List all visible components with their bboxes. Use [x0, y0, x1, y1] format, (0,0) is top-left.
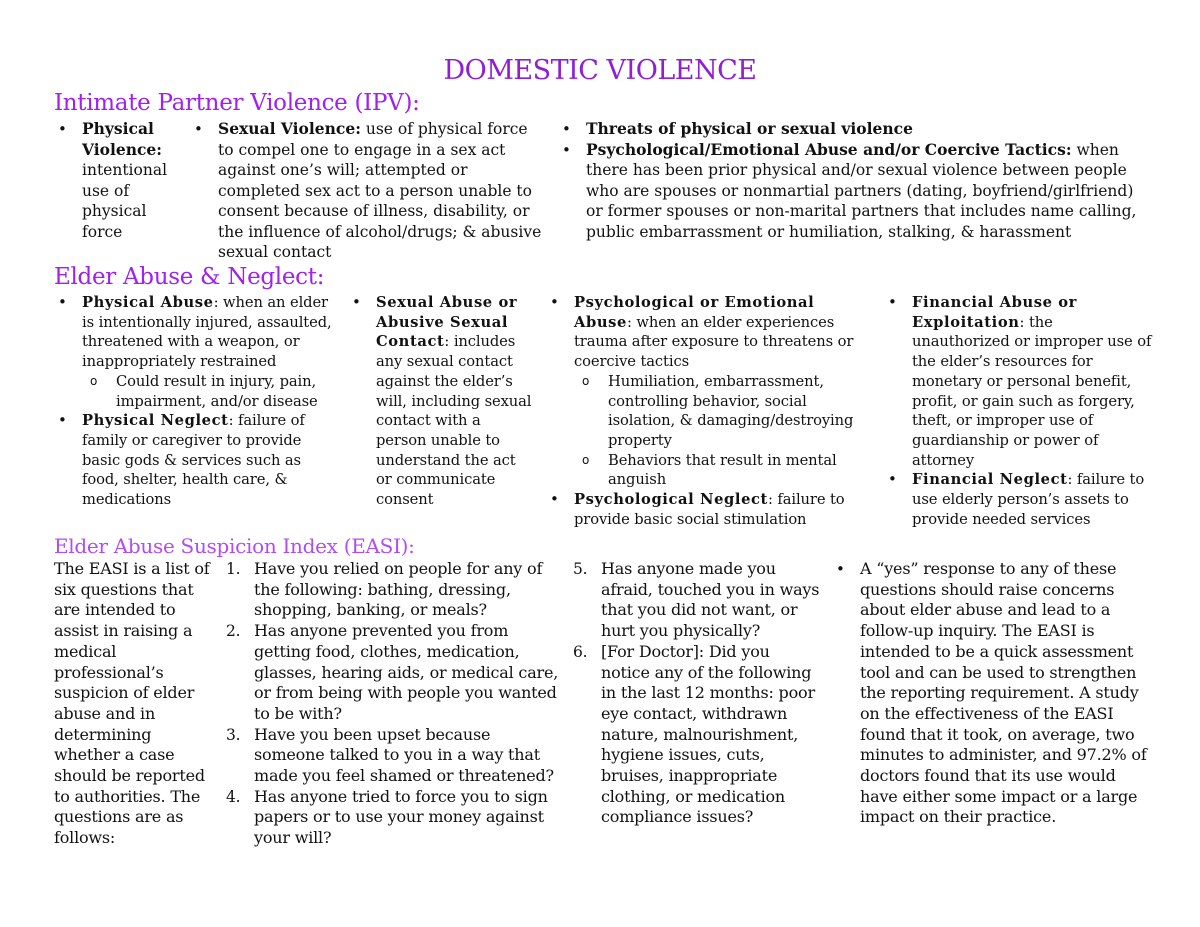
- ipv-psych-text: when there has been prior physical and/or sexual violence between people who are spouses or nonmartial partners (dating, boyfriend/girlfriend) or former spouses or non-marital partners that includes name calling, public embarrassment or humiliation, stalking, & harassment: [586, 140, 1137, 241]
- elder-psych-subitem-2: o Behaviors that result in mental anguish: [546, 451, 876, 490]
- elder-psych-neglect-text: : failure to provide basic social stimulation: [574, 491, 845, 528]
- ipv-psych-item: [558, 140, 1138, 243]
- easi-heading: Elder Abuse Suspicion Index (EASI):: [54, 534, 415, 558]
- elder-physical-abuse-item: [54, 293, 339, 372]
- ipv-sexual-label: Sexual Violence:: [218, 119, 361, 138]
- elder-col-sexual: [348, 293, 533, 510]
- elder-sexual-item: [348, 293, 533, 510]
- elder-physical-neglect-text: : failure of family or caregiver to provide basic gods & services such as food, shelter, health care, & medications: [82, 412, 305, 509]
- elder-physical-neglect-label: Physical Neglect: [82, 412, 229, 430]
- easi-question-2-text: Has anyone prevented you from getting food, clothes, medication, glasses, hearing aids, or medical care, or from being with people you wanted to be with?: [254, 621, 559, 723]
- elder-financial-neglect-label: Financial Neglect: [912, 471, 1068, 489]
- elder-psych-label: Psychological or Emotional Abuse: [574, 294, 815, 331]
- elder-psych-item: [546, 293, 876, 372]
- elder-col-psych: [546, 293, 876, 529]
- elder-financial-text: : the unauthorized or improper use of the elder’s resources for monetary or personal benefit, profit, or gain such as forgery, theft, or improper use of guardianship or power of attorney: [912, 313, 1152, 469]
- elder-heading: Elder Abuse & Neglect:: [54, 264, 325, 290]
- ipv-col-threats: [558, 119, 1138, 242]
- easi-questions-left: [226, 559, 564, 849]
- elder-financial-item: [884, 293, 1154, 470]
- easi-question-3: [226, 725, 564, 787]
- elder-financial-label: Financial Abuse or Exploitation: [912, 294, 1078, 331]
- ipv-threats-label: Threats of physical or sexual violence: [586, 119, 913, 138]
- elder-psych-subitem-1: o Humiliation, embarrassment, controlling behavior, social isolation, & damaging/destroying property: [546, 372, 876, 451]
- easi-question-2: [226, 621, 564, 725]
- elder-col-financial: [884, 293, 1154, 529]
- ipv-col-sexual: [190, 119, 546, 263]
- ipv-physical-text: intentional use of physical force: [82, 161, 168, 241]
- easi-question-5: [573, 559, 821, 642]
- easi-question-4-text: Has anyone tried to force you to sign papers or to use your money against your will?: [254, 786, 548, 848]
- ipv-physical-item: [54, 119, 174, 242]
- ipv-col-physical: [54, 119, 174, 242]
- ipv-psych-label: Psychological/Emotional Abuse and/or Coercive Tactics:: [586, 139, 1072, 159]
- ipv-threats-item: [558, 119, 1138, 140]
- elder-physical-abuse-subitem: o Could result in injury, pain, impairment, and/or disease: [54, 372, 339, 411]
- elder-col-physical: [54, 293, 339, 510]
- page-title: DOMESTIC VIOLENCE: [443, 55, 757, 86]
- ipv-sexual-item: [190, 119, 546, 263]
- easi-note: • A “yes” response to any of these questions should raise concerns about elder abuse and lead to a follow-up inquiry. The EASI is intended to be a quick assessment tool and can be used to strengthen the reporting requirement. A study on the effectiveness of the EASI found that it took, on average, two minutes to administer, and 97.2% of doctors found that its use would have either some impact or a large impact on their practice.: [832, 559, 1148, 828]
- easi-question-1-text: Have you relied on people for any of the following: bathing, dressing, shopping, banking, or meals?: [254, 559, 543, 620]
- ipv-heading: Intimate Partner Violence (IPV):: [54, 90, 420, 116]
- elder-financial-neglect-text: : failure to use elderly person’s assets to provide needed services: [912, 471, 1145, 528]
- elder-psych-text: : when an elder experiences trauma after exposure to threatens or coercive tactics: [574, 313, 854, 371]
- easi-question-3-text: Have you been upset because someone talked to you in a way that made you feel shamed or threatened?: [254, 724, 554, 786]
- easi-question-6-text: [For Doctor]: Did you notice any of the following in the last 12 months: poor eye contact, withdrawn nature, malnourishment, hygiene issues, cuts, bruises, inappropriate clothing, or medication compliance issues?: [601, 641, 815, 827]
- elder-physical-abuse-text: : when an elder is intentionally injured, assaulted, threatened with a weapon, or inappropriately restrained: [82, 294, 332, 371]
- elder-psych-neglect-item: [546, 490, 876, 529]
- easi-note-col: [832, 559, 1148, 828]
- easi-question-6: [573, 642, 821, 828]
- elder-physical-abuse-label: Physical Abuse: [82, 294, 214, 311]
- ipv-physical-label: Physical Violence:: [82, 119, 163, 159]
- elder-psych-neglect-label: Psychological Neglect: [574, 491, 768, 509]
- easi-question-1: [226, 559, 564, 621]
- easi-questions-right: [573, 559, 821, 828]
- elder-physical-neglect-item: [54, 411, 339, 510]
- elder-financial-neglect-item: [884, 470, 1154, 529]
- easi-question-5-text: Has anyone made you afraid, touched you in ways that you did not want, or hurt you physically?: [601, 559, 820, 641]
- elder-sexual-label: Sexual Abuse or Abusive Sexual Contact: [376, 294, 518, 351]
- easi-intro: The EASI is a list of six questions that are intended to assist in raising a medical professional’s suspicion of elder abuse and in determining whether a case should be reported to authorities. The questions are as follows:: [54, 559, 210, 848]
- elder-sexual-text: : includes any sexual contact against the elder’s will, including sexual contact with a person unable to understand the act or communicate consent: [376, 333, 532, 509]
- ipv-sexual-text: use of physical force to compel one to engage in a sex act against one’s will; attempted or completed sex act to a person unable to consent because of illness, disability, or the influence of alcohol/drugs; & abusive sexual contact: [218, 120, 542, 261]
- easi-question-4: [226, 787, 564, 849]
